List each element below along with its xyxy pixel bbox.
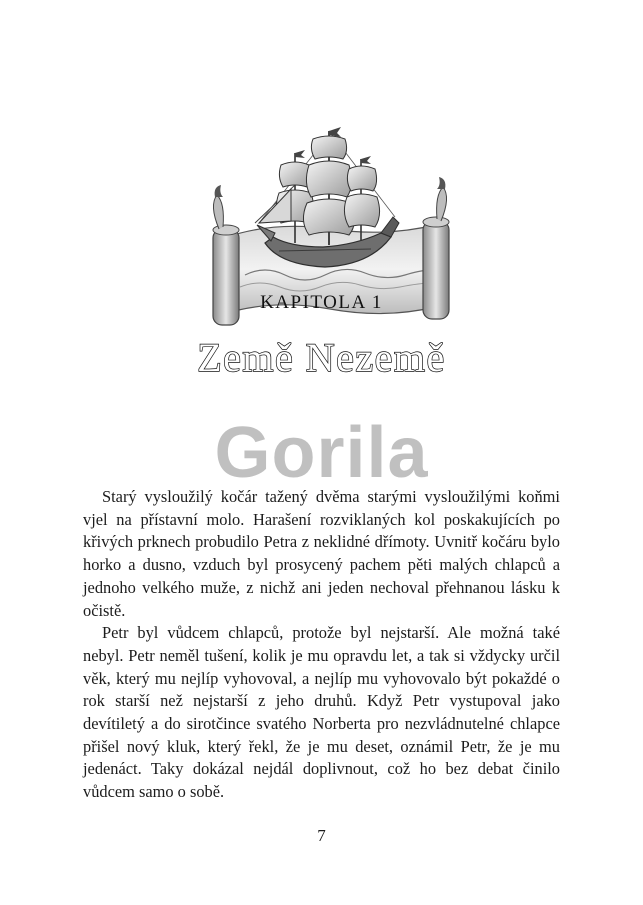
watermark: Gorila xyxy=(214,413,429,493)
page-number: 7 xyxy=(317,826,326,845)
chapter-title: Země Nezemě xyxy=(197,335,446,380)
paragraph: Starý vysloužilý kočár tažený dvěma starými vysloužilými koňmi vjel na přístavní molo. Harašení rozviklaných kol poskakujících po křivých prknech probudilo Petra z neklidné dřímoty. Uvnitř kočáru bylo horko a dusno, vzduch byl prosycený pachem pěti malých chlapců a jednoho velkého muže, z nichž ani jeden nechoval přehnanou lásku k očistě. xyxy=(83,487,560,620)
paragraph: Petr byl vůdcem chlapců, protože byl nejstarší. Ale možná také nebyl. Petr neměl tušení, kolik je mu opravdu let, a tak si vždycky určil věk, který mu nejlíp vyhovoval, a nejlíp mu vyhovovalo být pokaždé o rok starší než nejstarší z jeho druhů. Když Petr vystupoval jako devítiletý a do sirotčince svatého Norberta pro nezvládnutelné chlapce přišel nový kluk, který řekl, že je mu deset, oznámil Petr, že je mu jedenáct. Taky dokázal nejdál doplivnout, což ho bez debat činilo vůdcem samo o sobě. xyxy=(83,623,560,802)
chapter-body xyxy=(83,486,560,804)
chapter-label: KAPITOLA 1 xyxy=(260,292,383,313)
